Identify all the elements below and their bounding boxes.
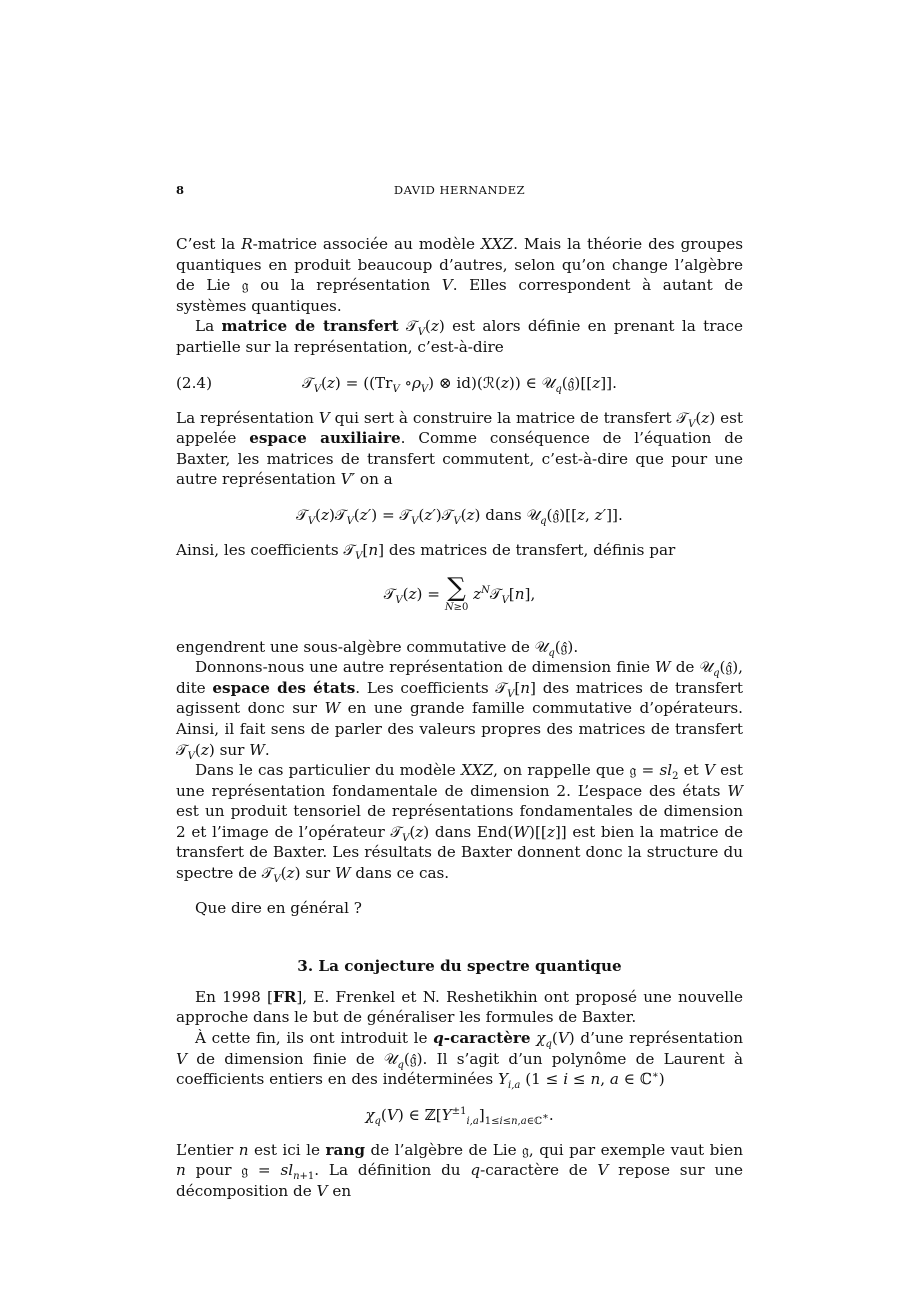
question-paragraph: Que dire en général ? [195,898,362,917]
paragraph: L’entier n est ici le rang de l’algèbre de Lie 𝔤, qui par exemple vaut bien n pour 𝔤 = $sl_{n+1}$. La définition du q-caractère de V repose sur une décomposition de V en [176,1140,743,1200]
page-body [176,234,743,1202]
running-header [176,183,743,201]
equation-sum: 𝒯$_V$(z) = ∑ N≥0 $z^N𝒯_V[n]$, [383,572,536,613]
paragraph: engendrent une sous-algèbre commutative de 𝒰$_q$(𝔤̂). [176,637,579,659]
equation-q-character: $\chi_q(V)$ ∈ $ℤ[Y^{\pm 1}_{i,a}]_{1\le i\le n,a\in ℂ^∗}$. [365,1105,554,1127]
paragraph: Ainsi, les coefficients 𝒯$_V$[n] des matrices de transfert, définis par [176,540,676,562]
equation-2-4: (2.4) 𝒯$_V$(z) = (($Tr_V$ $\circ\rho_V$) ⊗ id)(ℛ(z)) ∈ 𝒰$_q$(𝔤̂)[[z]]. [176,373,617,395]
term-rank: rang [325,1140,366,1159]
page-number: 8 [176,183,185,197]
paragraph: La matrice de transfert 𝒯$_V$(z) est alors définie en prenant la trace partielle sur la représentation, c’est-à-dire [176,317,744,356]
paragraph: C’est la R-matrice associée au modèle XXZ. Mais la théorie des groupes quantiques en produit beaucoup d’autres, selon qu’on change l’algèbre de Lie 𝔤 ou la représentation V. Elles correspondent à autant de systèmes quantiques. [176,235,744,315]
term-q-character: -caractère [443,1029,531,1048]
term-auxiliary-space: espace auxiliaire [249,429,401,448]
equation-commute: 𝒯$_V$(z)𝒯$_V$(z′) = 𝒯$_V$(z′)𝒯$_V$(z) dans 𝒰$_q$(𝔤̂)[[z, z′]]. [296,505,623,527]
section-title: La conjecture du spectre quantique [318,957,622,976]
paragraph: La représentation V qui sert à construire la matrice de transfert 𝒯$_V$(z) est appelée espace auxiliaire. Comme conséquence de l’équation de Baxter, les matrices de transfert commutent, c’est-à-dire que pour une autre représentation V′ on a [176,408,744,489]
equation-label: (2.4) [176,373,213,392]
paragraph: En 1998 [FR], E. Frenkel et N. Reshetikhin ont proposé une nouvelle approche dans le but de généraliser les formules de Baxter. [176,987,743,1027]
citation-fr: FR [272,987,297,1006]
paragraph: Donnons-nous une autre représentation de dimension finie W de 𝒰$_q$(𝔤̂), dite espace des états. Les coefficients 𝒯$_V$[n] des matrices de transfert agissent donc sur W en une grande famille commutative d’opérateurs. Ainsi, il fait sens de parler des valeurs propres des matrices de transfert 𝒯$_V$(z) sur W. [176,658,743,762]
section-number: 3. [297,957,314,976]
paragraph: Dans le cas particulier du modèle XXZ, on rappelle que 𝔤 = $sl_2$ et V est une représentation fondamentale de dimension 2. L’espace des états W est un produit tensoriel de représentations fondamentales de dimension 2 et l’image de l’opérateur 𝒯$_V$(z) dans End(W)[[z]] est bien la matrice de transfert de Baxter. Les résultats de Baxter donnent donc la structure du spectre de 𝒯$_V$(z) sur W dans ce cas. [176,761,744,886]
paragraph: À cette fin, ils ont introduit le q-caractère $\chi_q(V)$ d’une représentation V de dimension finie de 𝒰$_q$(𝔤̂). Il s’agit d’un polynôme de Laurent à coefficients entiers en des indéterminées $Y_{i,a}$ (1 ≤ i ≤ n, a ∈ ℂ∗) [176,1029,744,1092]
term-state-space: espace des états [212,678,356,697]
term-transfer-matrix: matrice de transfert [221,317,399,336]
running-title: DAVID HERNANDEZ [393,183,526,197]
sum-symbol: ∑ N≥0 [444,572,469,613]
section-heading [176,956,743,977]
